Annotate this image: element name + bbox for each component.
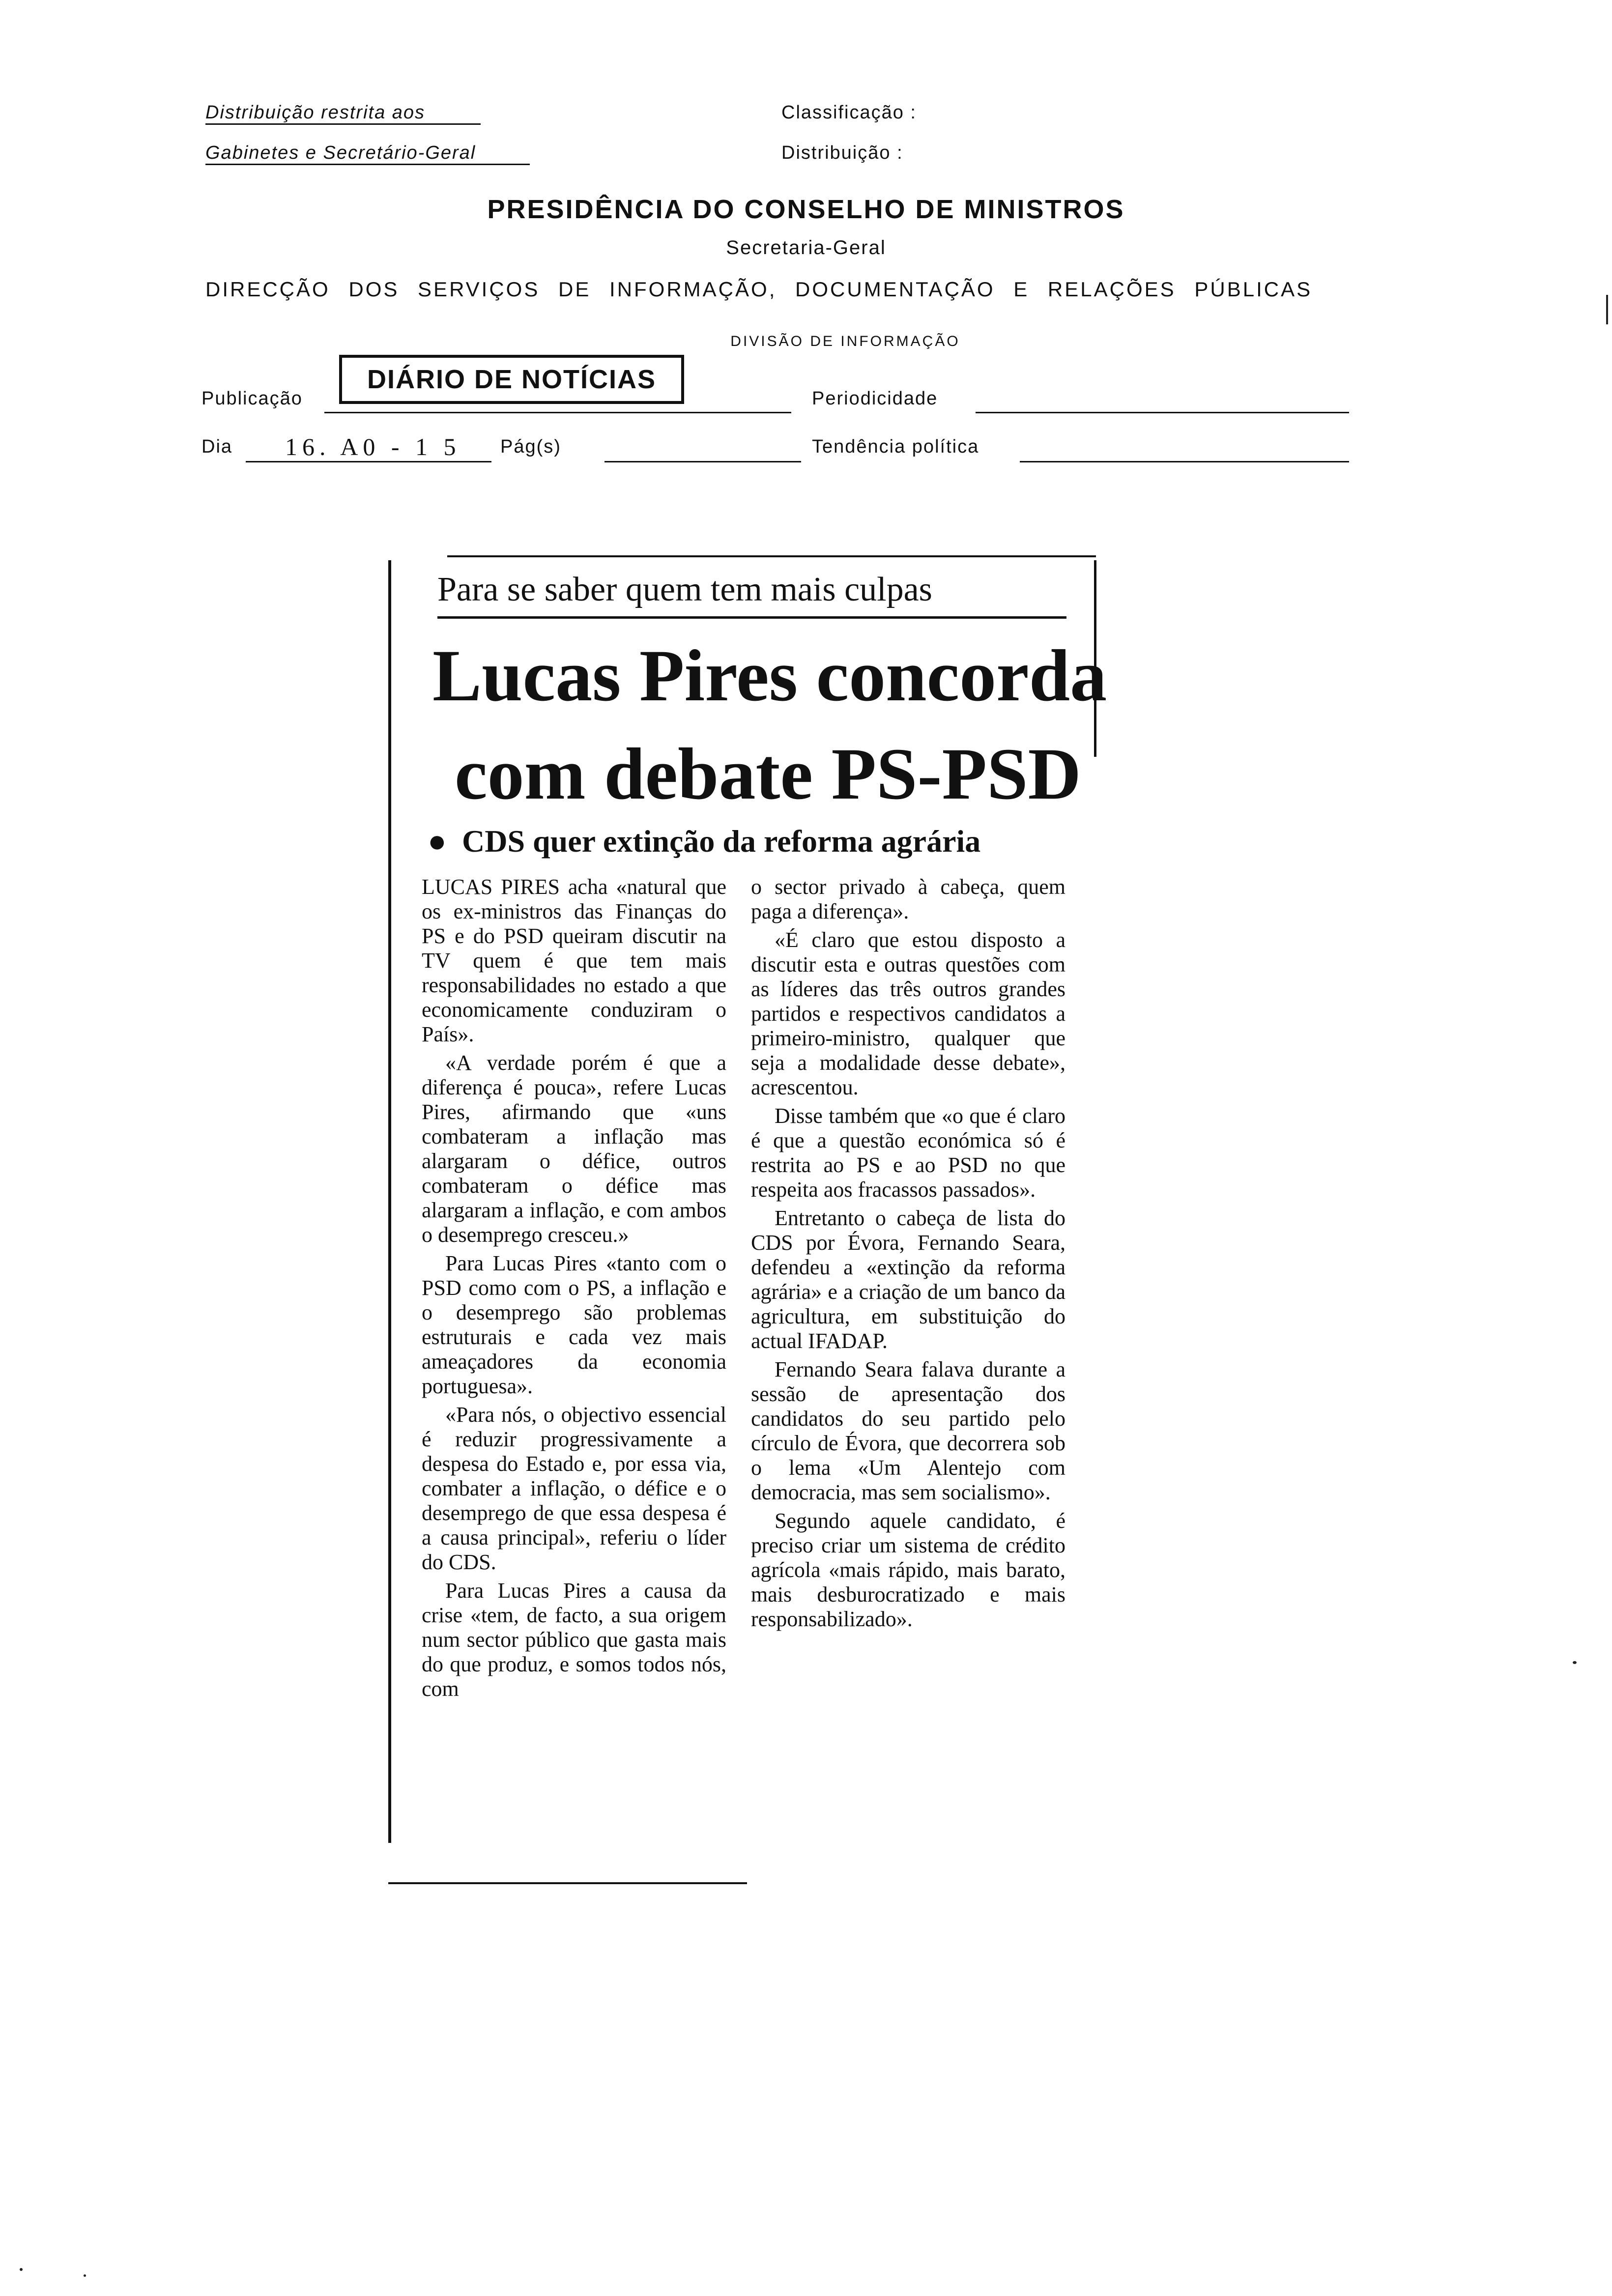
bullet-icon: ● (428, 824, 447, 859)
kicker-rule (437, 616, 1066, 619)
col1-paragraph: «A verdade porém é que a diferença é pouca», refere Lucas Pires, afirmando que «uns combateram a inflação mas alargaram o défice, outros combateram o défice mas alargaram a inflação, e com ambos o desemprego cresceu.» (422, 1051, 726, 1247)
col2-paragraph: o sector privado à cabeça, quem paga a diferença». (751, 875, 1065, 923)
col2-paragraph: Entretanto o cabeça de lista do CDS por Évora, Fernando Seara, defendeu a «extinção da reforma agrária» e a criação de um banco da agricultura, em substituição do actual IFADAP. (751, 1206, 1065, 1353)
scan-speck (84, 2274, 86, 2277)
col1-paragraph: Para Lucas Pires «tanto com o PSD como com o PS, a inflação e o desemprego são problemas estruturais e cada vez mais ameaçadores da economia portuguesa». (422, 1251, 726, 1398)
pages-label: Pág(s) (500, 436, 561, 457)
pages-line (604, 461, 801, 462)
scan-edge-mark (1606, 295, 1608, 324)
directorate-title: DIRECÇÃO DOS SERVIÇOS DE INFORMAÇÃO, DOCUMENTAÇÃO E RELAÇÕES PÚBLICAS (205, 278, 1313, 301)
day-value: 16. A0 - 1 5 (285, 433, 461, 460)
publication-label: Publicação (202, 388, 303, 409)
day-label: Dia (202, 436, 233, 457)
political-tendency-label: Tendência política (812, 436, 979, 457)
clipping-bottom-border (388, 1882, 747, 1884)
day-line (246, 461, 491, 462)
division-title: DIVISÃO DE INFORMAÇÃO (730, 333, 960, 349)
clipping-top-border (447, 555, 1096, 557)
periodicity-label: Periodicidade (812, 388, 938, 409)
col1-paragraph: LUCAS PIRES acha «natural que os ex-ministros das Finanças do PS e do PSD queiram discutir na TV quem é que tem mais responsabilidades no estado a que economicamente conduziram o País». (422, 875, 726, 1046)
publication-line (324, 412, 791, 413)
scan-speck (20, 2268, 23, 2271)
clipping-left-border (388, 560, 391, 1843)
article-column-2 (751, 875, 1065, 1636)
col2-paragraph: Fernando Seara falava durante a sessão de apresentação dos candidatos do seu partido pelo círculo de Évora, que decorrera sob o lema «Um Alentejo com democracia, mas sem socialismo». (751, 1357, 1065, 1504)
secretariat-title: Secretaria-Geral (726, 237, 886, 258)
scan-speck (1573, 1661, 1577, 1664)
organization-title: PRESIDÊNCIA DO CONSELHO DE MINISTROS (487, 195, 1125, 224)
article-clipping (388, 550, 1106, 1887)
publication-stamp: DIÁRIO DE NOTÍCIAS (339, 355, 684, 404)
article-column-1 (422, 875, 726, 1705)
political-tendency-line (1020, 461, 1349, 462)
distribution-restriction-line2: Gabinetes e Secretário-Geral (205, 143, 530, 165)
subheadline: CDS quer extinção da reforma agrária (462, 824, 981, 859)
col1-paragraph: «Para nós, o objectivo essencial é reduzir progressivamente a despesa do Estado e, por essa via, combater a inflação, o défice e o desemprego de que essa despesa é a causa principal», referiu o líder do CDS. (422, 1403, 726, 1574)
article-kicker: Para se saber quem tem mais culpas (437, 571, 932, 608)
col2-paragraph: Disse também que «o que é claro é que a questão económica só é restrita ao PS e ao PSD no que respeita aos fracassos passados». (751, 1104, 1065, 1202)
col1-paragraph: Para Lucas Pires a causa da crise «tem, de facto, a sua origem num sector público que gasta mais do que produz, e somos todos nós, com (422, 1578, 726, 1701)
periodicity-line (976, 412, 1349, 413)
col2-paragraph: «É claro que estou disposto a discutir esta e outras questões com as líderes das três outros grandes partidos e respectivos candidatos a primeiro-ministro, qualquer que seja a modalidade desse debate», acrescentou. (751, 928, 1065, 1099)
distribution-restriction-line1: Distribuição restrita aos (205, 102, 481, 125)
headline-line2: com debate PS-PSD (455, 733, 1081, 815)
col2-paragraph: Segundo aquele candidato, é preciso criar um sistema de crédito agrícola «mais rápido, mais barato, mais desburocratizado e mais responsabilizado». (751, 1509, 1065, 1631)
headline-line1: Lucas Pires concorda (432, 635, 1107, 717)
distribution-label: Distribuição : (781, 143, 903, 163)
classification-label: Classificação : (781, 102, 917, 123)
